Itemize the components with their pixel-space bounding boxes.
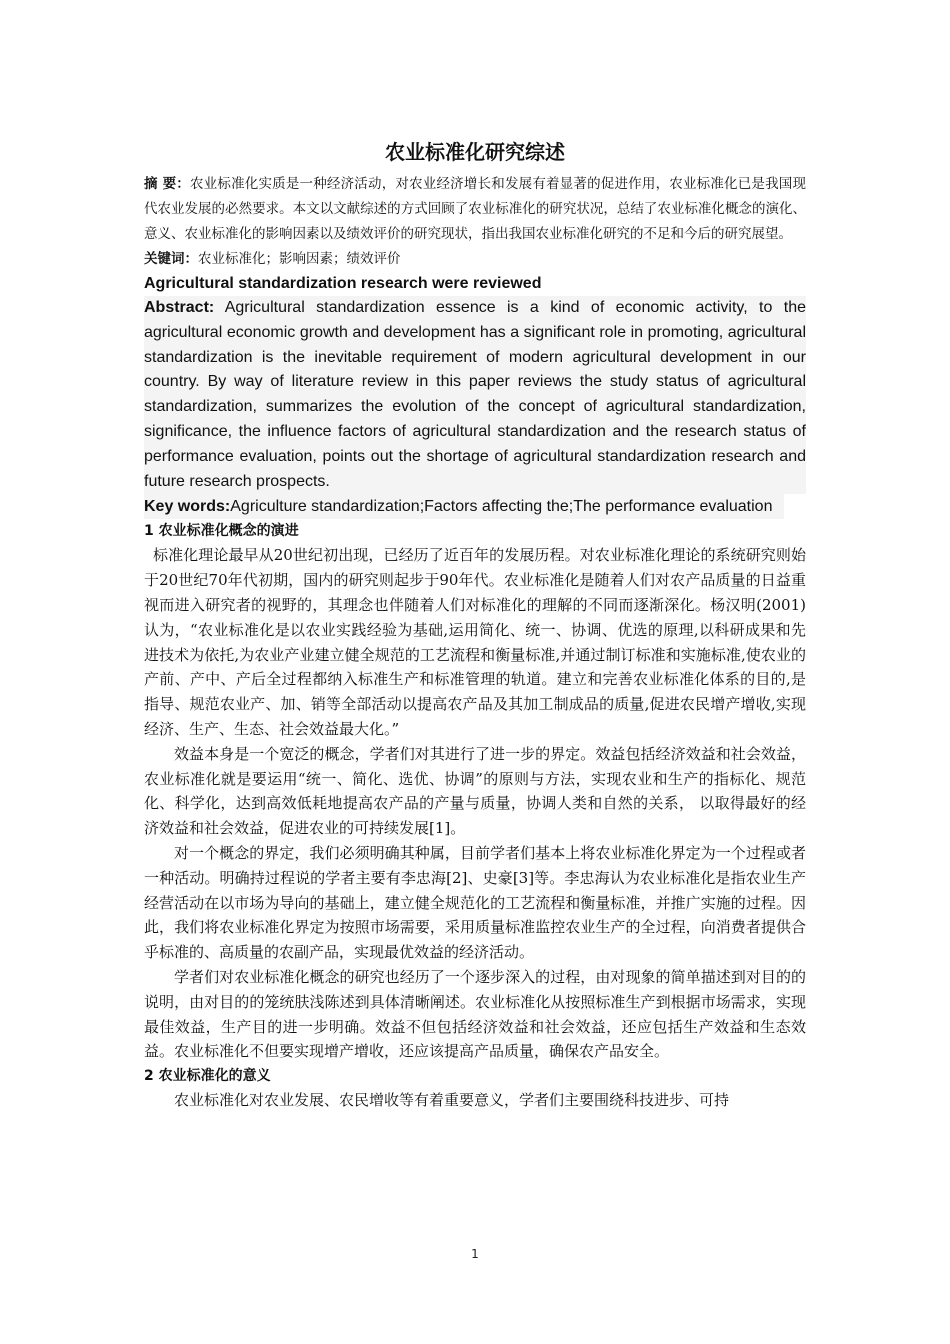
section-1-paragraph: 学者们对农业标准化概念的研究也经历了一个逐步深入的过程，由对现象的简单描述到对目的的说明，由对目的的笼统肤浅陈述到具体清晰阐述。农业标准化从按照标准生产到根据市场需求，实现最佳效益，生产目的进一步明确。效益不但包括经济效益和社会效益，还应包括生产效益和生态效益。农业标准化不但要实现增产增收，还应该提高产品质量，确保农产品安全。: [144, 967, 806, 1061]
english-keywords-text: Agriculture standardization;Factors affecting the;The performance evaluation: [230, 498, 773, 516]
english-abstract: [144, 296, 806, 494]
page-content: [144, 136, 806, 1113]
chinese-keywords-label: 关键词：: [144, 251, 198, 267]
chinese-keywords: [144, 247, 806, 271]
english-keywords: [144, 494, 784, 519]
paper-title: 农业标准化研究综述: [385, 140, 565, 164]
english-keywords-label: Key words:: [144, 498, 231, 516]
section-1-heading: 1 农业标准化概念的演进: [144, 523, 299, 540]
section-1-paragraph: 效益本身是一个宽泛的概念，学者们对其进行了进一步的界定。效益包括经济效益和社会效益，农业标准化就是要运用“统一、简化、选优、协调”的原则与方法，实现农业和生产的指标化、规范化、科学化，达到高效低耗地提高农产品的产量与质量，协调人类和自然的关系， 以取得最好的经济效益和社会效益，促进农业的可持续发展[1]。: [144, 744, 806, 838]
english-title: Agricultural standardization research were reviewed: [144, 275, 542, 292]
chinese-abstract: [144, 172, 806, 247]
section-1-paragraph: 标准化理论最早从20世纪初出现，已经历了近百年的发展历程。对农业标准化理论的系统研究则始于20世纪70年代初期，国内的研究则起步于90年代。农业标准化是随着人们对农产品质量的日益重视而进入研究者的视野的，其理念也伴随着人们对标准化的理解的不同而逐渐深化。杨汉明(2001)认为，“农业标准化是以农业实践经验为基础,运用简化、统一、协调、优选的原理,以科研成果和先进技术为依托,为农业产业建立健全规范的工艺流程和衡量标准,并通过制订标准和实施标准,使农业的产前、产中、产后全过程都纳入标准生产和标准管理的轨道。建立和完善农业标准化体系的目的,是指导、规范农业产、加、销等全部活动以提高农产品及其加工制成品的质量,促进农民增产增收,实现经济、生产、生态、社会效益最大化。”: [144, 546, 806, 738]
english-abstract-label: Abstract:: [144, 299, 215, 316]
page-number: 1: [471, 1247, 479, 1261]
section-2-paragraph: 农业标准化对农业发展、农民增收等有着重要意义，学者们主要围绕科技进步、可持: [174, 1091, 730, 1110]
english-abstract-text: Agricultural standardization essence is a kind of economic activity, to the agricultural economic growth and development has a significant role in promoting, agricultural standardization is the inevitable requirement of modern agricultural development in our country. By way of literature review in this paper reviews the study status of agricultural standardization, summarizes the evolution of the concept of agricultural standardization, significance, the influence factors of agricultural standardization and the research status of performance evaluation, points out the shortage of agricultural standardization research and future research prospects.: [144, 299, 806, 490]
chinese-keywords-text: 农业标准化；影响因素；绩效评价: [198, 251, 401, 267]
chinese-abstract-label: 摘 要：: [144, 176, 190, 192]
section-2-heading: 2 农业标准化的意义: [144, 1068, 271, 1085]
chinese-abstract-text: 农业标准化实质是一种经济活动，对农业经济增长和发展有着显著的促进作用，农业标准化已是我国现代农业发展的必然要求。本文以文献综述的方式回顾了农业标准化的研究状况，总结了农业标准化概念的演化、意义、农业标准化的影响因素以及绩效评价的研究现状，指出我国农业标准化研究的不足和今后的研究展望。: [144, 176, 807, 242]
section-1-paragraph: 对一个概念的界定，我们必须明确其种属，目前学者们基本上将农业标准化界定为一个过程或者一种活动。明确持过程说的学者主要有李忠海[2]、史豪[3]等。李忠海认为农业标准化是指农业生产经营活动在以市场为导向的基础上，建立健全规范化的工艺流程和衡量标准，并推广实施的过程。因此，我们将农业标准化界定为按照市场需要，采用质量标准监控农业生产的全过程，向消费者提供合乎标准的、高质量的农副产品，实现最优效益的经济活动。: [144, 843, 806, 962]
